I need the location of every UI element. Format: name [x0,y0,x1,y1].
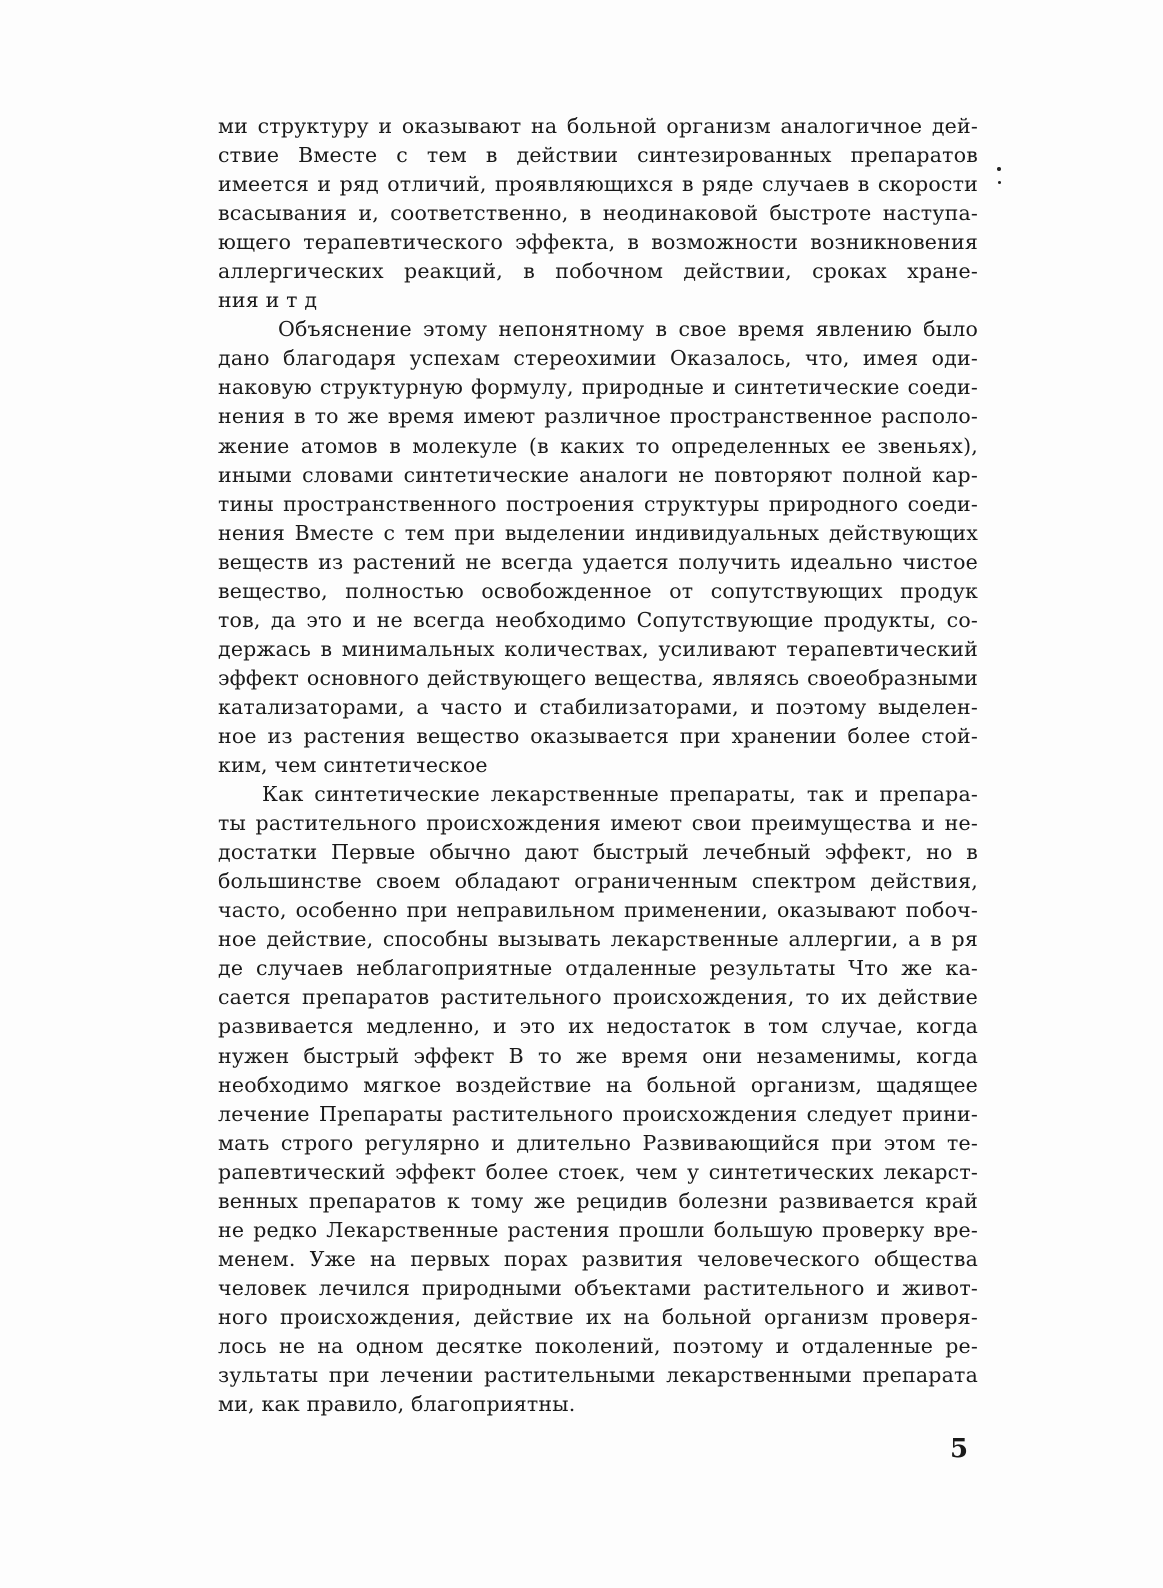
text-line: тины пространственного построения структуры природного соеди- [218,491,978,516]
text-line: аллергических реакций, в побочном действии, сроках хране- [218,259,978,284]
text-line: дано благодаря успехам стереохимии Оказалось, что, имея оди- [218,346,978,371]
text-line: имеется и ряд отличий, проявляющихся в ряде случаев в скорости [218,172,978,197]
text-line: ное из растения вещество оказывается при хранении более стой- [218,723,978,748]
text-line: ми, как правило, благоприятны. [218,1392,576,1417]
text-line: иными словами синтетические аналоги не повторяют полной кар- [218,462,978,487]
scan-speck [997,167,1001,171]
text-line: ющего терапевтического эффекта, в возможности возникновения [218,230,978,255]
scan-speck [998,181,1001,184]
text-line: ствие Вместе с тем в действии синтезированных препаратов [218,143,978,168]
text-line: человек лечился природными объектами растительного и живот- [218,1275,978,1300]
text-line: ким, чем синтетическое [218,753,488,778]
text-line: Объяснение этому непонятному в свое время явлению было [278,317,978,342]
text-line: часто, особенно при неправильном применении, оказывают побоч- [218,898,978,923]
text-line: ное действие, способны вызывать лекарственные аллергии, а в ря [218,927,978,952]
text-line: венных препаратов к тому же рецидив болезни развивается край [218,1188,978,1213]
page-number: 5 [950,1434,969,1464]
text-line: ми структуру и оказывают на больной организм аналогичное дей- [218,114,978,138]
text-line: эффект основного действующего вещества, являясь своеобразными [218,665,978,690]
text-line: нужен быстрый эффект В то же время они незаменимы, когда [218,1043,978,1068]
text-line: вещество, полностью освобожденное от сопутствующих продук [218,578,978,603]
text-line: достатки Первые обычно дают быстрый лечебный эффект, но в [218,840,978,865]
text-line: мать строго регулярно и длительно Развивающийся при этом те- [218,1130,978,1155]
text-line: веществ из растений не всегда удается получить идеально чистое [218,549,978,574]
text-line: Как синтетические лекарственные препараты, так и препара- [262,782,978,807]
text-line: ния и т д [218,288,318,313]
text-line: большинстве своем обладают ограниченным спектром действия, [218,869,978,894]
text-line: наковую структурную формулу, природные и синтетические соеди- [218,375,978,400]
paragraph-3 [218,780,978,1419]
text-line: зультаты при лечении растительными лекарственными препарата [218,1363,978,1388]
text-line: рапевтический эффект более стоек, чем у синтетических лекарст- [218,1159,978,1184]
text-line: жение атомов в молекуле (в каких то определенных ее звеньях), [218,433,978,458]
text-line: де случаев неблагоприятные отдаленные результаты Что же ка- [218,956,978,981]
text-line: нения Вместе с тем при выделении индивидуальных действующих [218,520,978,545]
paragraph-2 [218,315,978,780]
body-text [218,112,978,1419]
text-line: менем. Уже на первых порах развития человеческого общества [218,1246,978,1271]
text-line: лечение Препараты растительного происхождения следует прини- [218,1101,978,1126]
text-line: не редко Лекарственные растения прошли большую проверку вре- [218,1217,978,1242]
text-line: держась в минимальных количествах, усиливают терапевтический [218,636,978,661]
text-line: всасывания и, соответственно, в неодинаковой быстроте наступа- [218,201,978,226]
text-line: тов, да это и не всегда необходимо Сопутствующие продукты, со- [218,607,978,632]
text-line: катализаторами, а часто и стабилизаторами, и поэтому выделен- [218,694,978,719]
text-line: развивается медленно, и это их недостаток в том случае, когда [218,1014,978,1039]
text-line: необходимо мягкое воздействие на больной организм, щадящее [218,1072,978,1097]
text-line: ты растительного происхождения имеют свои преимущества и не- [218,811,978,836]
text-line: лось не на одном десятке поколений, поэтому и отдаленные ре- [218,1333,978,1358]
text-line: ного происхождения, действие их на больной организм проверя- [218,1304,978,1329]
text-line: сается препаратов растительного происхождения, то их действие [218,985,978,1010]
paragraph-1 [218,112,978,315]
text-line: нения в то же время имеют различное пространственное располо- [218,404,978,429]
